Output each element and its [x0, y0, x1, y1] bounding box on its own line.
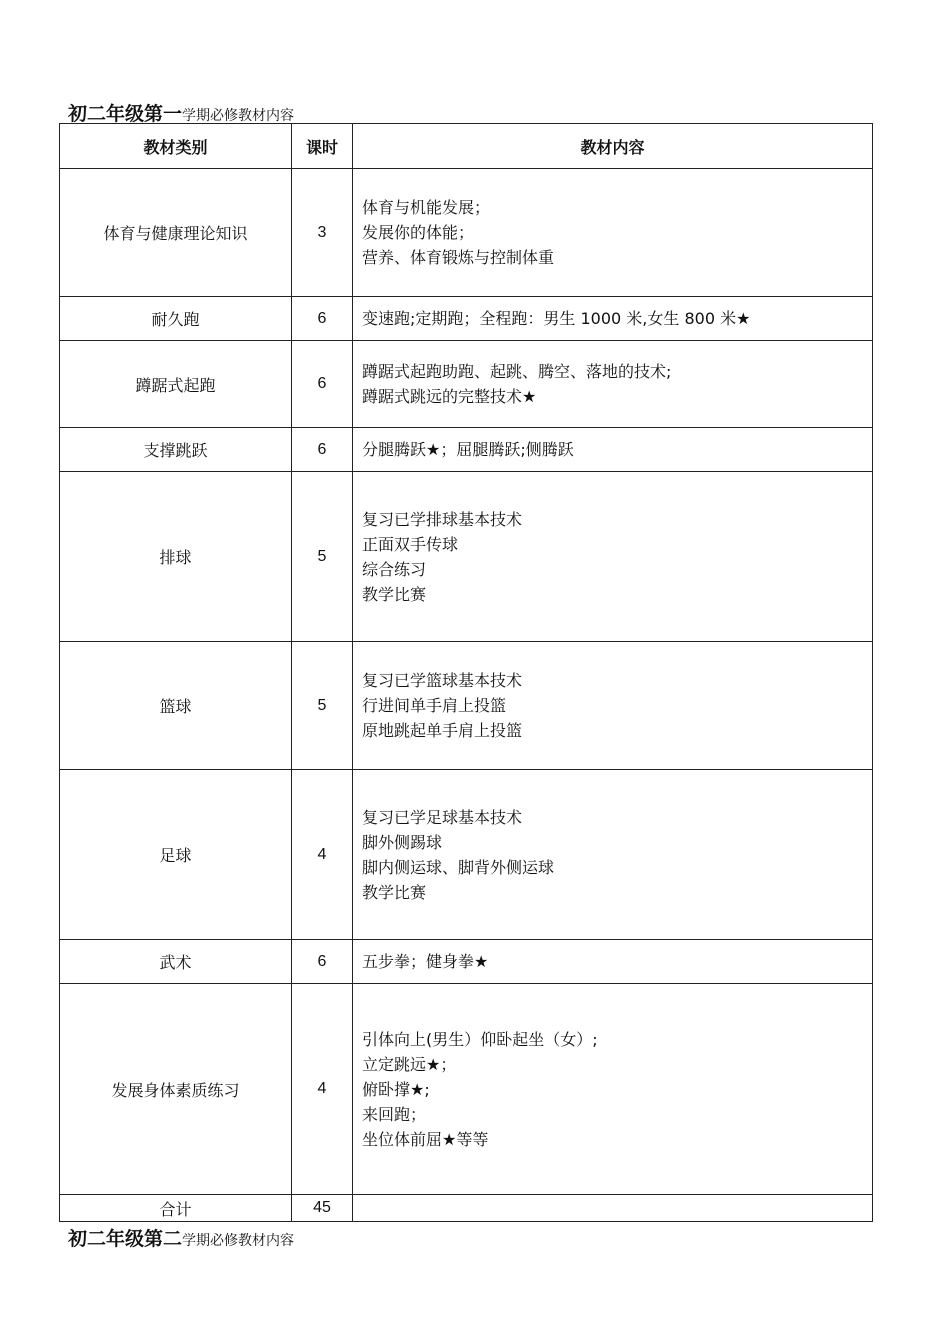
table-row [60, 472, 873, 642]
content-line: 分腿腾跃★；屈腿腾跃;侧腾跃 [362, 440, 574, 459]
curriculum-table [59, 123, 873, 1222]
category-cell: 蹲踞式起跑 [60, 341, 292, 428]
content-cell [353, 428, 873, 472]
hours-cell: 6 [292, 940, 353, 984]
content-line: 正面双手传球 [362, 534, 459, 554]
hours-cell: 5 [292, 642, 353, 770]
content-line: 五步拳；健身拳★ [362, 952, 489, 971]
content-line: 坐位体前屈★等等 [362, 1129, 489, 1149]
table-row [60, 297, 873, 341]
content-cell [353, 940, 873, 984]
content-cell [353, 169, 873, 297]
table-row [60, 169, 873, 297]
hours-cell: 6 [292, 428, 353, 472]
heading-rest-part: 学期必修教材内容 [182, 108, 295, 124]
content-line: 行进间单手肩上投篮 [362, 696, 507, 715]
content-line: 蹲踞式跳远的完整技术★ [362, 387, 537, 406]
header-hours: 课时 [292, 124, 353, 169]
content-line: 教学比赛 [362, 882, 427, 902]
section-heading-semester-2 [68, 1224, 294, 1251]
content-line: 复习已学足球基本技术 [362, 807, 523, 827]
category-cell: 耐久跑 [60, 297, 292, 341]
content-cell [353, 642, 873, 770]
content-cell [353, 297, 873, 341]
content-cell [353, 341, 873, 428]
table-row [60, 642, 873, 770]
content-cell [353, 984, 873, 1195]
total-hours-cell: 45 [292, 1195, 353, 1222]
category-cell: 排球 [60, 472, 292, 642]
heading-rest-part: 学期必修教材内容 [182, 1233, 295, 1249]
content-line: 营养、体育锻炼与控制体重 [362, 248, 555, 267]
content-line: 脚外侧踢球 [362, 832, 443, 852]
heading-bold-part: 初二年级第一 [68, 103, 183, 125]
category-cell: 武术 [60, 940, 292, 984]
category-cell: 篮球 [60, 642, 292, 770]
table-row [60, 940, 873, 984]
table-row [60, 341, 873, 428]
hours-cell: 3 [292, 169, 353, 297]
total-label-cell: 合计 [60, 1195, 292, 1222]
header-content: 教材内容 [353, 124, 873, 169]
content-line: 综合练习 [362, 559, 427, 579]
content-line: 复习已学篮球基本技术 [362, 671, 523, 690]
header-category: 教材类别 [60, 124, 292, 169]
category-cell: 足球 [60, 770, 292, 940]
table-row [60, 428, 873, 472]
content-line: 脚内侧运球、脚背外侧运球 [362, 857, 555, 877]
content-line: 原地跳起单手肩上投篮 [362, 721, 523, 740]
content-line: 发展你的体能； [362, 223, 475, 242]
content-line: 体育与机能发展； [362, 198, 491, 217]
content-line: 引体向上(男生）仰卧起坐（女）; [362, 1029, 598, 1049]
section-heading-semester-1 [68, 99, 294, 126]
content-line: 俯卧撑★; [362, 1079, 430, 1099]
hours-cell: 6 [292, 341, 353, 428]
content-cell [353, 770, 873, 940]
content-line: 复习已学排球基本技术 [362, 509, 523, 529]
total-content-cell [353, 1195, 873, 1222]
category-cell: 发展身体素质练习 [60, 984, 292, 1195]
content-line: 立定跳远★； [362, 1054, 457, 1074]
category-cell: 支撑跳跃 [60, 428, 292, 472]
hours-cell: 5 [292, 472, 353, 642]
total-row [60, 1195, 873, 1222]
hours-cell: 4 [292, 984, 353, 1195]
hours-cell: 6 [292, 297, 353, 341]
content-line: 蹲踞式起跑助跑、起跳、腾空、落地的技术; [362, 362, 672, 381]
content-line: 变速跑;定期跑；全程跑：男生 1000 米,女生 800 米★ [362, 309, 751, 328]
category-cell: 体育与健康理论知识 [60, 169, 292, 297]
table-row [60, 984, 873, 1195]
table-header-row [60, 124, 873, 169]
content-line: 教学比赛 [362, 584, 427, 604]
content-line: 来回跑； [362, 1104, 427, 1124]
hours-cell: 4 [292, 770, 353, 940]
heading-bold-part: 初二年级第二 [68, 1228, 183, 1250]
table-row [60, 770, 873, 940]
content-cell [353, 472, 873, 642]
